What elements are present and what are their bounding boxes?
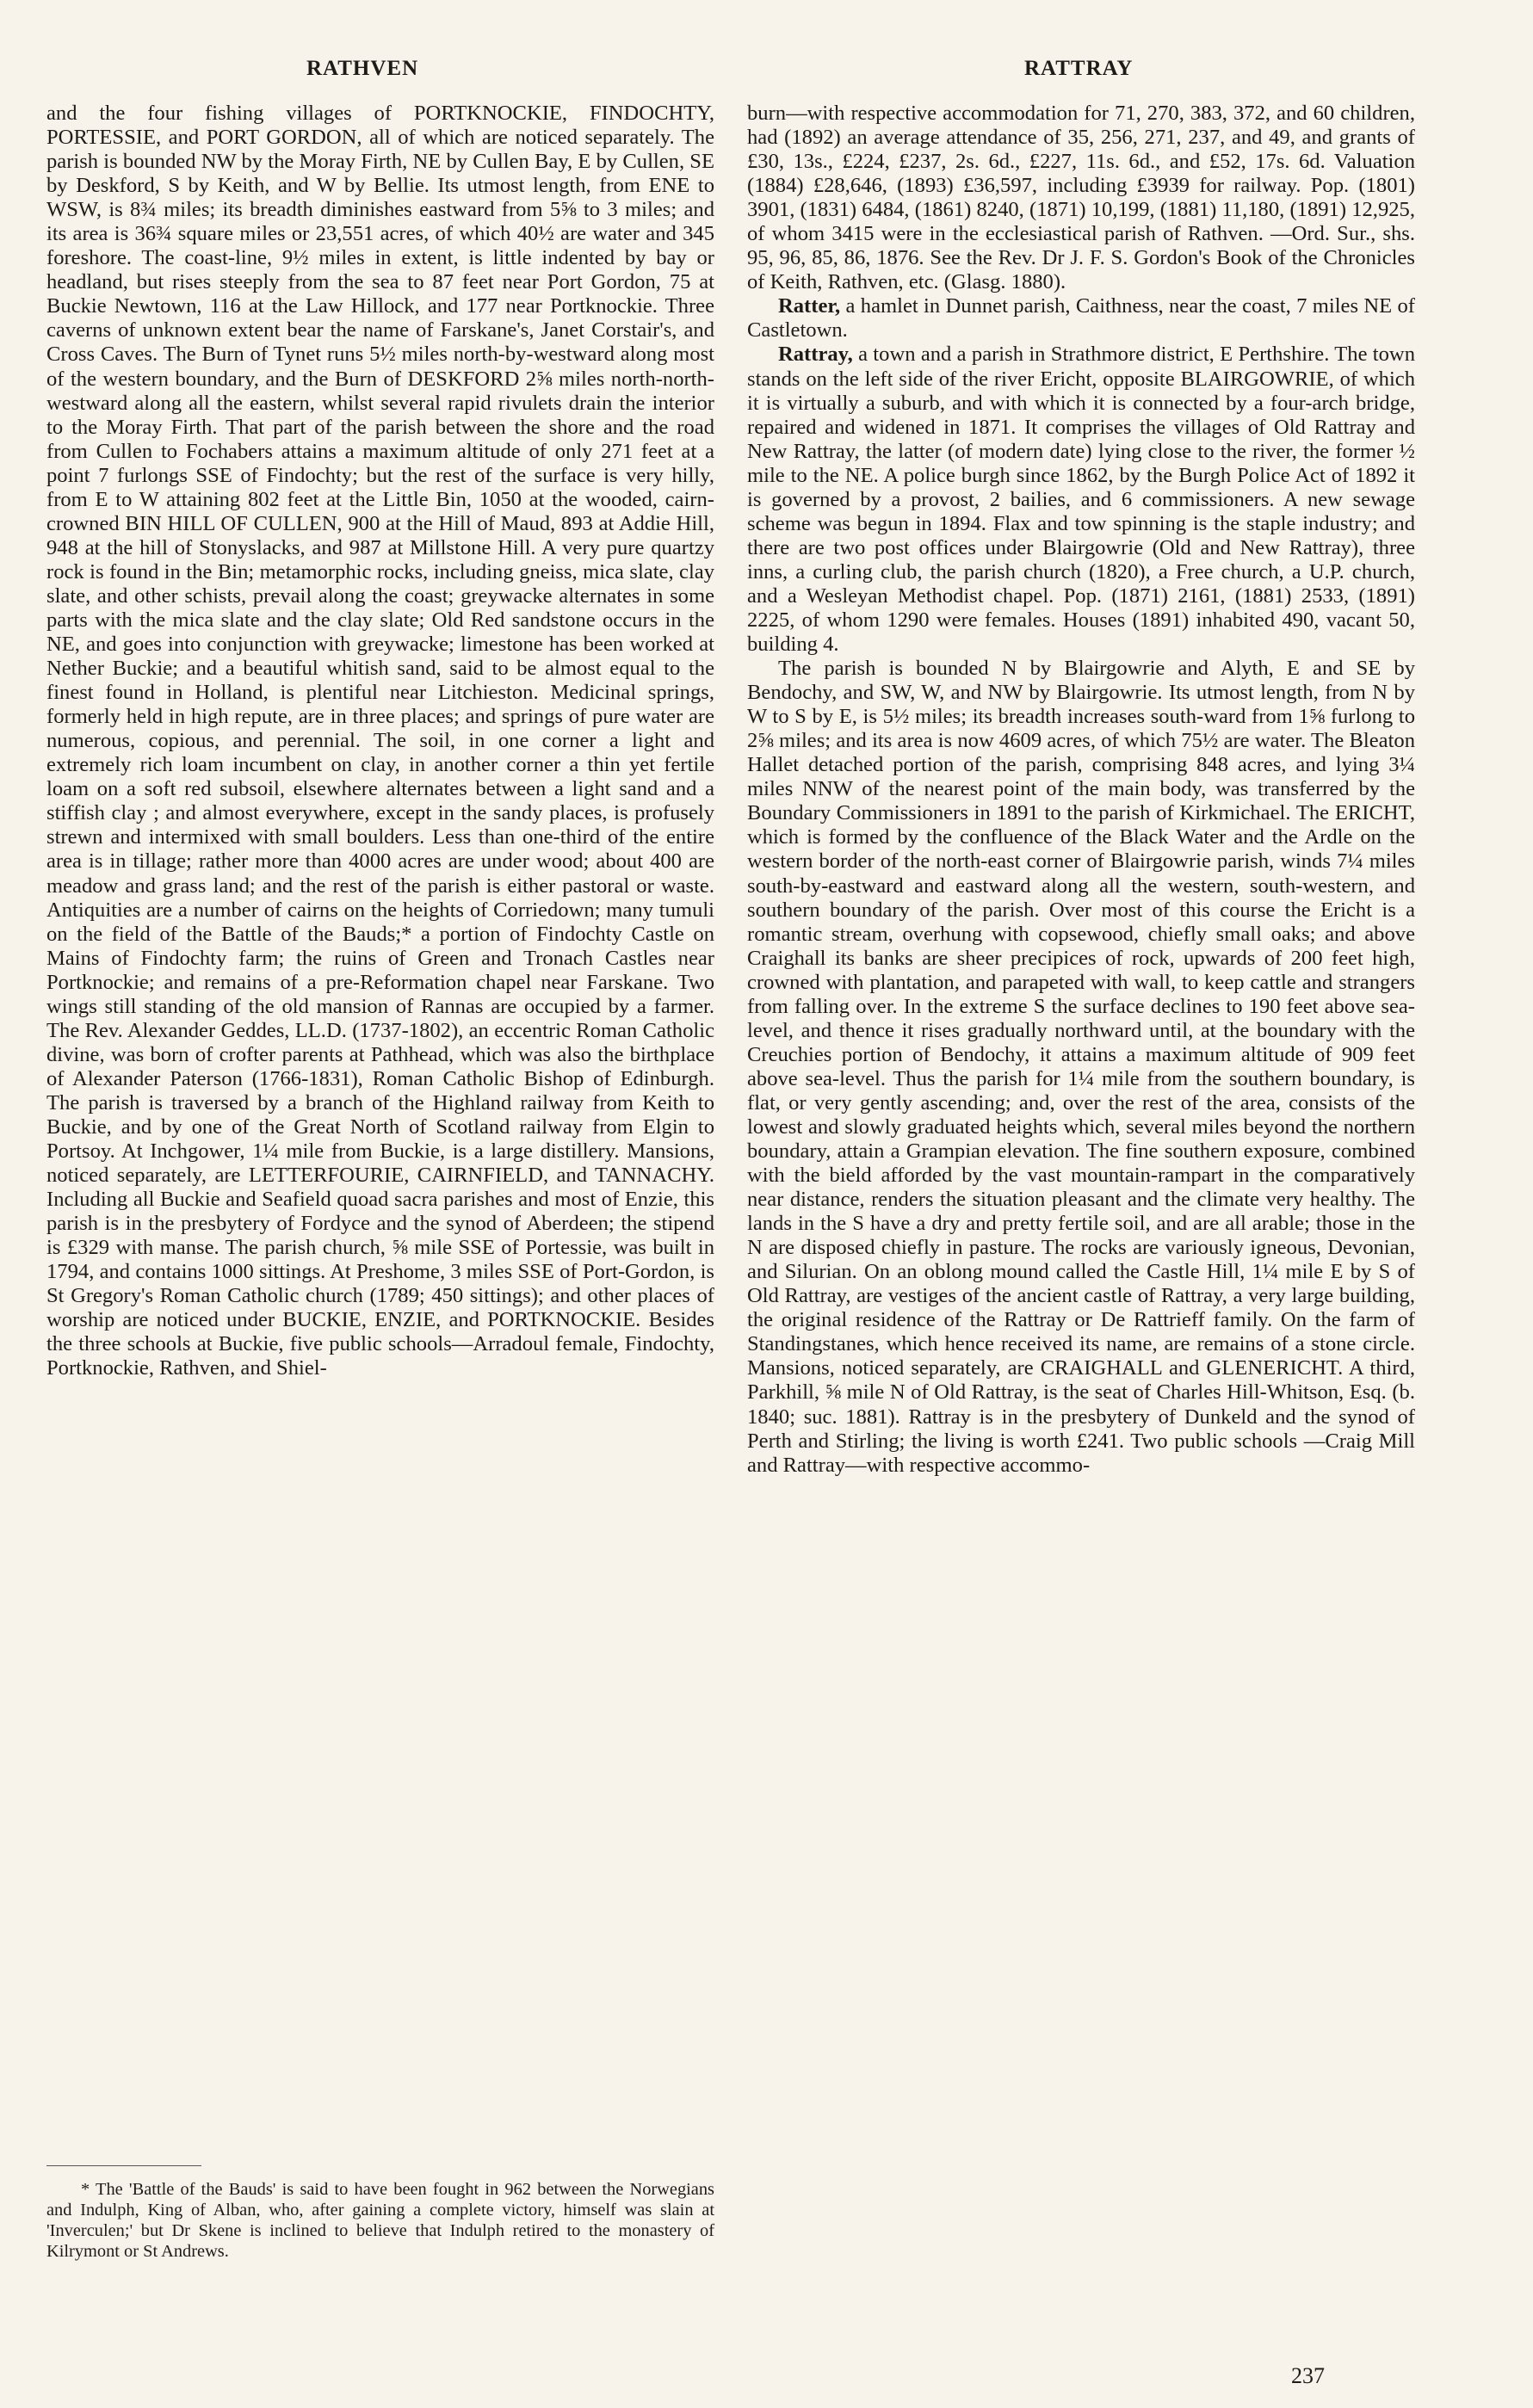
left-column bbox=[46, 102, 714, 1380]
rathven-paragraph-continued: burn—with respective accommodation for 71, 270, 383, 372, and 60 children, had (1892) an average attendance of 35, 256, 271, 237, and 49, and grants of £30, 13s., £224, £237, 2s. 6d., £227, 11s. 6d., and £52, 17s. 6d. Valuation (1884) £28,646, (1893) £36,597, including £3939 for railway. Pop. (1801) 3901, (1831) 6484, (1861) 8240, (1871) 10,199, (1881) 11,180, (1891) 12,925, of whom 3415 were in the ecclesiastical parish of Rathven. —Ord. Sur., shs. 95, 96, 85, 86, 1876. See the Rev. Dr J. F. S. Gordon's Book of the Chronicles of Keith, Rathven, etc. (Glasg. 1880). bbox=[747, 102, 1415, 294]
ratter-text: a hamlet in Dunnet parish, Caithness, near the coast, 7 miles NE of Castletown. bbox=[747, 294, 1415, 343]
rattray-text: a town and a parish in Strathmore district, E Perthshire. The town stands on the left side of the river Ericht, opposite BLAIRGOWRIE, of which it is virtually a suburb, and with which it is connected by a four-arch bridge, repaired and widened in 1871. It comprises the villages of Old Rattray and New Rattray, the latter (of modern date) lying close to the river, the former ½ mile to the NE. A police burgh since 1862, by the Burgh Police Act of 1892 it is governed by a provost, 2 bailies, and 6 commissioners. A new sewage scheme was begun in 1894. Flax and tow spinning is the staple industry; and there are two post offices under Blairgowrie (Old and New Rattray), three inns, a curling club, the parish church (1820), a Free church, a U.P. church, and a Wesleyan Methodist chapel. Pop. (1871) 2161, (1881) 2533, (1891) 2225, of whom 1290 were females. Houses (1891) inhabited 490, vacant 50, building 4. bbox=[747, 343, 1415, 657]
rattray-headword: Rattray, bbox=[778, 343, 853, 367]
right-column bbox=[747, 102, 1415, 1478]
footnote-divider bbox=[46, 2165, 201, 2166]
ratter-entry bbox=[747, 294, 1415, 343]
rathven-paragraph: and the four fishing villages of PORTKNOCKIE, FINDOCHTY, PORTESSIE, and PORT GORDON, all of which are noticed separately. The parish is bounded NW by the Moray Firth, NE by Cullen Bay, E by Cullen, SE by Deskford, S by Keith, and W by Bellie. Its utmost length, from ENE to WSW, is 8¾ miles; its breadth diminishes eastward from 5⅝ to 3 miles; and its area is 36¾ square miles or 23,551 acres, of which 40½ are water and 345 foreshore. The coast-line, 9½ miles in extent, is little indented by bay or headland, but rises steeply from the sea to 87 feet near Port Gordon, 75 at Buckie Newtown, 116 at the Law Hillock, and 177 near Portknockie. Three caverns of unknown extent bear the name of Farskane's, Janet Corstair's, and Cross Caves. The Burn of Tynet runs 5½ miles north-by-westward along most of the western boundary, and the Burn of DESKFORD 2⅝ miles north-north-westward along all the eastern, whilst several rapid rivulets drain the interior to the Moray Firth. That part of the parish between the shore and the road from Cullen to Fochabers attains a maximum altitude of only 271 feet at a point 7 furlongs SSE of Findochty; but the rest of the surface is very hilly, from E to W attaining 802 feet at the Little Bin, 1050 at the wooded, cairn-crowned BIN HILL OF CULLEN, 900 at the Hill of Maud, 893 at Addie Hill, 948 at the hill of Stonyslacks, and 987 at Millstone Hill. A very pure quartzy rock is found in the Bin; metamorphic rocks, including gneiss, mica slate, clay slate, and other schists, prevail along the coast; greywacke alternates in some parts with the mica slate and the clay slate; Old Red sandstone occurs in the NE, and goes into conjunction with greywacke; limestone has been worked at Nether Buckie; and a beautiful whitish sand, said to be almost equal to the finest found in Holland, is plentiful near Litchieston. Medicinal springs, formerly held in high repute, are in three places; and springs of pure water are numerous, copious, and perennial. The soil, in one corner a light and extremely rich loam incumbent on clay, in another corner a thin yet fertile loam on a soft red subsoil, elsewhere alternates between a light sand and a stiffish clay ; and almost everywhere, except in the sandy places, is profusely strewn and intermixed with small boulders. Less than one-third of the entire area is in tillage; rather more than 4000 acres are under wood; about 400 are meadow and grass land; and the rest of the parish is either pastoral or waste. Antiquities are a number of cairns on the heights of Corriedown; many tumuli on the field of the Battle of the Bauds;* a portion of Findochty Castle on Mains of Findochty farm; the ruins of Green and Tronach Castles near Portknockie; and remains of a pre-Reformation chapel near Farskane. Two wings still standing of the old mansion of Rannas are occupied by a farmer. The Rev. Alexander Geddes, LL.D. (1737-1802), an eccentric Roman Catholic divine, was born of crofter parents at Pathhead, which was also the birthplace of Alexander Paterson (1766-1831), Roman Catholic Bishop of Edinburgh. The parish is traversed by a branch of the Highland railway from Keith to Buckie, and by one of the Great North of Scotland railway from Elgin to Portsoy. At Inchgower, 1¼ mile from Buckie, is a large distillery. Mansions, noticed separately, are LETTERFOURIE, CAIRNFIELD, and TANNACHY. Including all Buckie and Seafield quoad sacra parishes and most of Enzie, this parish is in the presbytery of Fordyce and the synod of Aberdeen; the stipend is £329 with manse. The parish church, ⅝ mile SSE of Portessie, was built in 1794, and contains 1000 sittings. At Preshome, 3 miles SSE of Port-Gordon, is St Gregory's Roman Catholic church (1789; 450 sittings); and other places of worship are noticed under BUCKIE, ENZIE, and PORTKNOCKIE. Besides the three schools at Buckie, five public schools—Arradoul female, Findochty, Portknockie, Rathven, and Shiel- bbox=[46, 102, 714, 1380]
running-head-right: RATTRAY bbox=[1024, 57, 1134, 80]
rattray-parish-paragraph: The parish is bounded N by Blairgowrie and Alyth, E and SE by Bendochy, and SW, W, and NW by Blairgowrie. Its utmost length, from N by W to S by E, is 5½ miles; its breadth increases south-ward from 1⅝ furlong to 2⅝ miles; and its area is now 4609 acres, of which 75½ are water. The Bleaton Hallet detached portion of the parish, comprising 848 acres, and lying 3¼ miles NNW of the nearest point of the main body, was transferred by the Boundary Commissioners in 1891 to the parish of Kirkmichael. The ERICHT, which is formed by the confluence of the Black Water and the Ardle on the western border of the north-east corner of Blairgowrie parish, winds 7¼ miles south-by-eastward and eastward along all the western, south-western, and southern boundary of the parish. Over most of this course the Ericht is a romantic stream, overhung with copsewood, chiefly small oaks; and above Craighall its banks are sheer precipices of rock, upwards of 200 feet high, crowned with plantation, and parapeted with wall, to keep cattle and strangers from falling over. In the extreme S the surface declines to 190 feet above sea-level, and thence it rises gradually northward until, at the boundary with the Creuchies portion of Bendochy, it attains a maximum altitude of 909 feet above sea-level. Thus the parish for 1¼ mile from the southern boundary, is flat, or very gently ascending; and, over the rest of the area, consists of the lowest and slowly graduated heights which, several miles beyond the northern boundary, attain a Grampian elevation. The fine southern exposure, combined with the bield afforded by the vast mountain-rampart in the comparatively near distance, renders the situation pleasant and the climate very healthy. The lands in the S have a dry and pretty fertile soil, and are all arable; those in the N are disposed chiefly in pasture. The rocks are variously igneous, Devonian, and Silurian. On an oblong mound called the Castle Hill, 1¼ mile E by S of Old Rattray, are vestiges of the ancient castle of Rattray, a very large building, the original residence of the Rattray or De Rattrieff family. On the farm of Standingstanes, which hence received its name, are remains of a stone circle. Mansions, noticed separately, are CRAIGHALL and GLENERICHT. A third, Parkhill, ⅝ mile N of Old Rattray, is the seat of Charles Hill-Whitson, Esq. (b. 1840; suc. 1881). Rattray is in the presbytery of Dunkeld and the synod of Perth and Stirling; the living is worth £241. Two public schools —Craig Mill and Rattray—with respective accommo- bbox=[747, 657, 1415, 1477]
rattray-entry bbox=[747, 343, 1415, 657]
ratter-headword: Ratter, bbox=[778, 294, 841, 318]
page-number: 237 bbox=[1291, 2363, 1325, 2388]
footnote: * The 'Battle of the Bauds' is said to have been fought in 962 between the Norwegians and Indulph, King of Alban, who, after gaining a complete victory, himself was slain at 'Inverculen;' but Dr Skene is inclined to believe that Indulph retired to the monastery of Kilrymont or St Andrews. bbox=[46, 2180, 714, 2261]
running-head-left: RATHVEN bbox=[306, 57, 419, 80]
